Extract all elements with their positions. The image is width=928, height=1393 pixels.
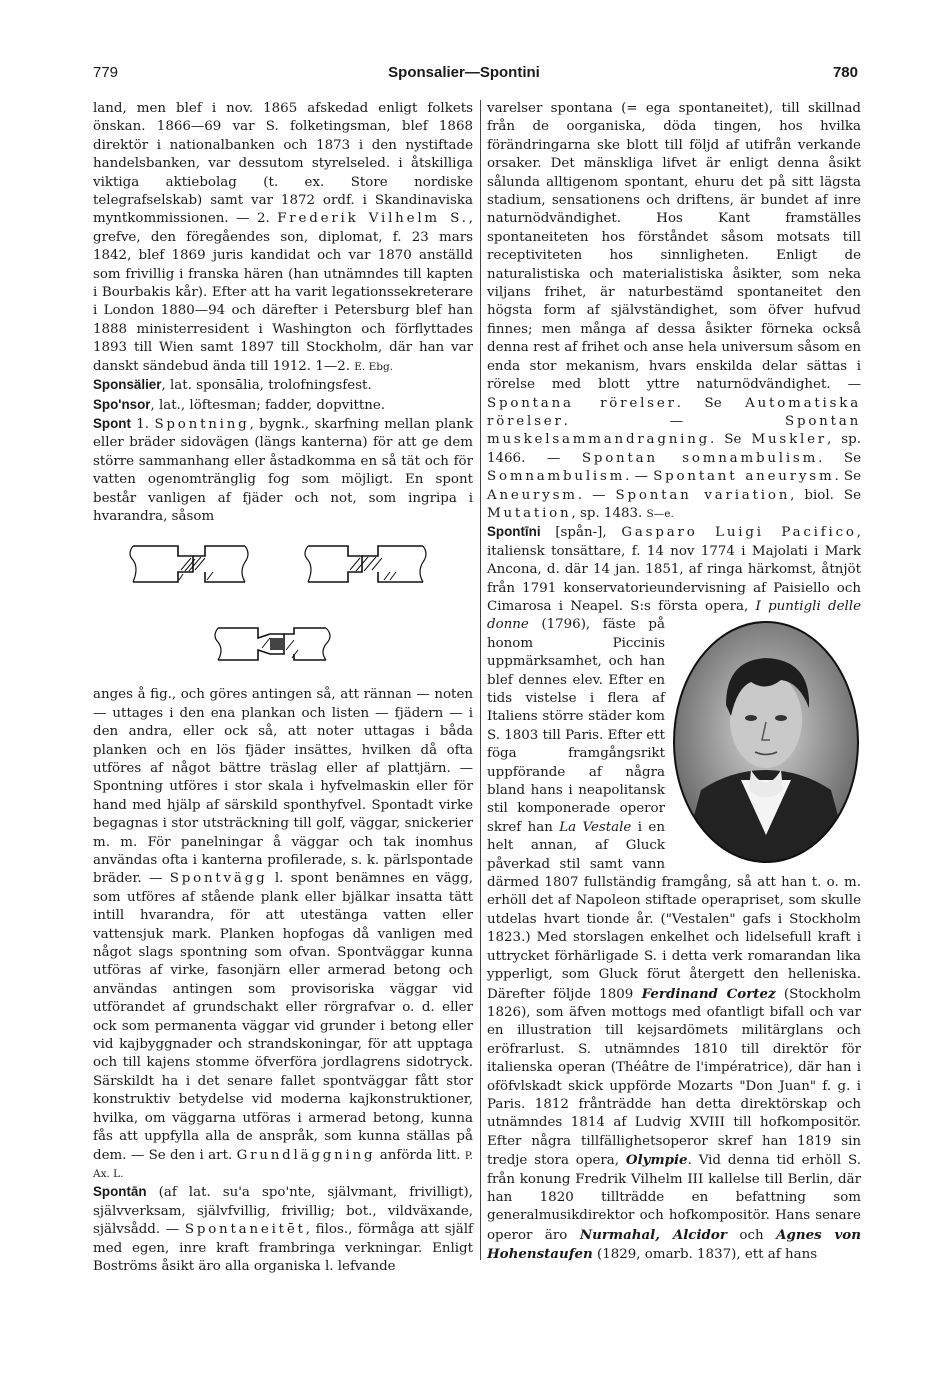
column-divider (480, 100, 481, 1260)
entry-sponsor: Spo'nsor, lat., löftesman; fadder, dopvittne. (93, 396, 386, 413)
paragraph-estrup-continued: land, men blef i nov. 1865 afskedad enligt folkets önskan. 1866—69 var S. folketingsman, blef 1868 direktör i nationalbanken och 1873 i den nystiftade handelsbanken, var dessutom styrelseled. i åtskilliga viktiga aktiebolag (t. ex. Store nordiske telegrafselskab) samt var 1872 ordf. i Skandinaviska myntkommissionen. — 2. Frederik Vilhelm S., grefve, den föregåendes son, diplomat, f. 23 mars 1842, blef 1869 juris kandidat och var 1870 anställd som frivillig i franska hären (han utnämndes till kapten i Bourbakis kår). Efter att ha varit legationssekreterare i London 1880—94 och därefter i Petersburg blef han 1888 ministerresident i Washington och förflyttades 1893 till Wien samt 1897 till Stockholm, där han var danskt sändebud ända till 1912. 1—2. E. Ebg. (93, 101, 473, 374)
headword: Spontīni (487, 524, 541, 540)
headword: Spo'nsor (93, 396, 151, 412)
work-title: La Vestale (559, 819, 632, 835)
term: Spontvägg (169, 871, 268, 887)
spontini-portrait (671, 620, 861, 864)
joint-figure-1 (123, 540, 263, 588)
headword: Spontān (93, 1184, 147, 1200)
term: Spontaneitēt (184, 1222, 306, 1238)
headword: Sponsälier (93, 377, 162, 393)
paragraph-spontaneitet-continued: varelser spontana (= ega spontaneitet), till skillnad från de oorganiska, döda tingen, hos hvilka förändringarna ske blott till följd af utifrån verkande orsaker. Det mänskliga lifvet är enligt denna åsikt sålunda alltigenom spontant, ehuru det på sitt lägsta stadium, sensationens och driftens, är bundet af inre naturnödvändighet. Hos Kant framställes spontaneiteten hos förståndet såsom motsats till receptiviteten hos sinnligheten. Enligt de naturalistiska och materialistiska åsikter, som neka viljans frihet, är naturbestämd spontaneitet den högsta form af självständighet, som öfver hufvud finnes; men många af dessa åsikter förneka också denna rest af frihet och anse hela universum såsom en enda stor mekanism, hvars enskilda delar sättas i rörelse med blott yttre naturnödvändighet. — Spontana rörelser. Se Automatiska rörelser. — Spontan muskelsammandragning. Se Muskler, sp. 1466. — Spontan somnambulism. Se Somnambulism. — Spontant aneurysm. Se Aneurysm. — Spontan variation, biol. Se Mutation, sp. 1483. S—e. (487, 101, 862, 521)
work-title: Agnes von Hohenstaufen (487, 1226, 861, 1263)
page-number-left: 779 (93, 64, 119, 81)
tongue-groove-figures (93, 532, 473, 682)
joint-figure-2 (298, 540, 438, 588)
right-column (487, 100, 861, 1265)
work-title: I puntigli delle donne (487, 598, 861, 633)
page-number-right: 780 (832, 64, 858, 81)
entry-sponsalier: Sponsälier, lat. sponsālia, trolofningsfest. (93, 377, 372, 394)
paragraph-spont-continued: anges å fig., och göres antingen så, att rännan — noten — uttages i den ena plankan och listen — fjädern — i den andra, eller ock så, att noter uttagas i båda planken och en lös fjäder insättes, hvilken då ofta utföres af något bättre träslag eller af plattjärn. — Spontning utföres i stor skala i hyfvelmaskin eller för hand med hjälp af särskild sponthyfvel. Spontadt virke begagnas i stor utsträckning till golf, väggar, snickerier m. m. För panelningar å väggar och tak inomhus användas ofta i kanterna profilerade, s. k. pärlspontade bräder. — Spontvägg l. spont benämnes en vägg, som utföres af stående plank eller bjälkar insatta tätt intill hvarandra, för att utestänga vatten eller vattensjuk mark. Planken hopfogas då vanligen med något slags spontning som ofvan. Spontväggar kunna utföras af virke, fasonjärn eller armerad betong och användas antingen som provisoriska väggar vid utförandet af grundschakt eller rörgrafvar o. d. eller ock som permanenta väggar vid grunder i betong eller vid kajbyggnader och strandskoningar, för att upptaga och till kajens stomme öfverföra jordlagrens sidotryck. Särskildt ha i det senare fallet spontväggar fått stor konstruktiv betydelse vid moderna kajkonstruktioner, hvilka, om väggarna utföras i armerad betong, kunna fås att uppfylla alla de anspråk, som kunna ställas på dem. — Se den i art. Grundläggning anförda litt. P. Ax. L. (93, 687, 473, 1180)
author-signature: P. Ax. L. (93, 1149, 473, 1180)
left-column (93, 100, 473, 1276)
entry-spontini: Spontīni [spån-], Gasparo Luigi Pacifico, italiensk tonsättare, f. 14 nov 1774 i Majolati i Mark Ancona, d. där 14 jan. 1851, af ringa härkomst, åtnjöt från 1791 konservatorieundervisning af Paisiello och Cimarosa i Neapel. S:s första opera, I puntigli delle donne (1796), fäste på honom Piccinis uppmärksamhet, och han blef dennes elev. Efter en tids vistelse i flera af Italiens större städer kom S. 1803 till Paris. Efter ett föga framgångsrikt uppförande af några bland hans i neapolitansk stil komponerade operor skref han La Vestale i en helt annan, af Gluck påverkad stil samt vann därmed 1807 fullständig framgång, så att han t. o. m. erhöll det af Napoleon stiftade operapriset, som skulle utdelas hvart tionde år. ("Vestalen" gafs i Stockholm 1823.) Med storslagen enkelhet och lidelsefull kraft i uttrycket förhärligade S. i detta verk romarandan lika ypperligt, som Gluck förut återgett den helleniska. Därefter följde 1809 Ferdinand Cortez (Stockholm 1826), som äfven mottogs med ofantligt bifall och var en illustration till kejsardömets militärglans och eröfrarlust. S. utnämndes 1810 till direktör för italienska operan (Théâtre de l'impératrice), där han i oföfvlskadt skick uppförde Mozarts "Don Juan" f. g. i Paris. 1812 frånträdde han detta direktörskap och utnämndes 1814 af Ludvig XVIII till hofkompositör. Efter några tillfällighetsoperor skref han 1819 sin tredje stora opera, Olympie. Vid denna tid erhöll S. från konung Fredrik Vilhelm III kallelse till Berlin, där han 1820 tillträdde en befattning som generalmusikdirektor och hofkompositör. Hans senare operor äro Nurmahal, Alcidor och Agnes von Hohenstaufen (1829, omarb. 1837), ett af hans (487, 524, 862, 1263)
joint-figure-3 (208, 620, 348, 668)
work-title: Olympie (625, 1152, 688, 1169)
headword: Spont (93, 415, 131, 431)
entry-spont: Spont 1. Spontning, bygnk., skarfning mellan plank eller bräder sidovägen (längs kanterna) för att ge dem större sammanhang eller åstadkomma en så tät och för vatten ogenomtränglig fog som möjligt. En spont består vanligen af fjäder och not, som ingripa i hvarandra, såsom (93, 415, 473, 524)
person-name: Frederik Vilhelm S. (277, 211, 469, 227)
entry-spontan: Spontān (af lat. su'a spo'nte, självmant, frivilligt), självverksam, självfvillig, frivillig; bot., vildväxande, självsådd. — Spontaneitēt, filos., förmåga att själf med egen, inre kraft frambringa verkningar. Enligt Boströms åsikt äro alla organiska l. lefvande (93, 1184, 473, 1274)
person-name: Gasparo Luigi Pacifico (621, 525, 857, 541)
term: Spontning (154, 416, 250, 432)
author-signature: E. Ebg. (354, 360, 394, 373)
work-title: Nurmahal, Alcidor (579, 1226, 727, 1243)
page-title: Sponsalier—Spontini (388, 64, 540, 81)
work-title: Ferdinand Cortez (641, 985, 776, 1002)
cross-reference: Grundläggning (236, 1147, 376, 1163)
author-signature: S—e. (646, 507, 674, 520)
